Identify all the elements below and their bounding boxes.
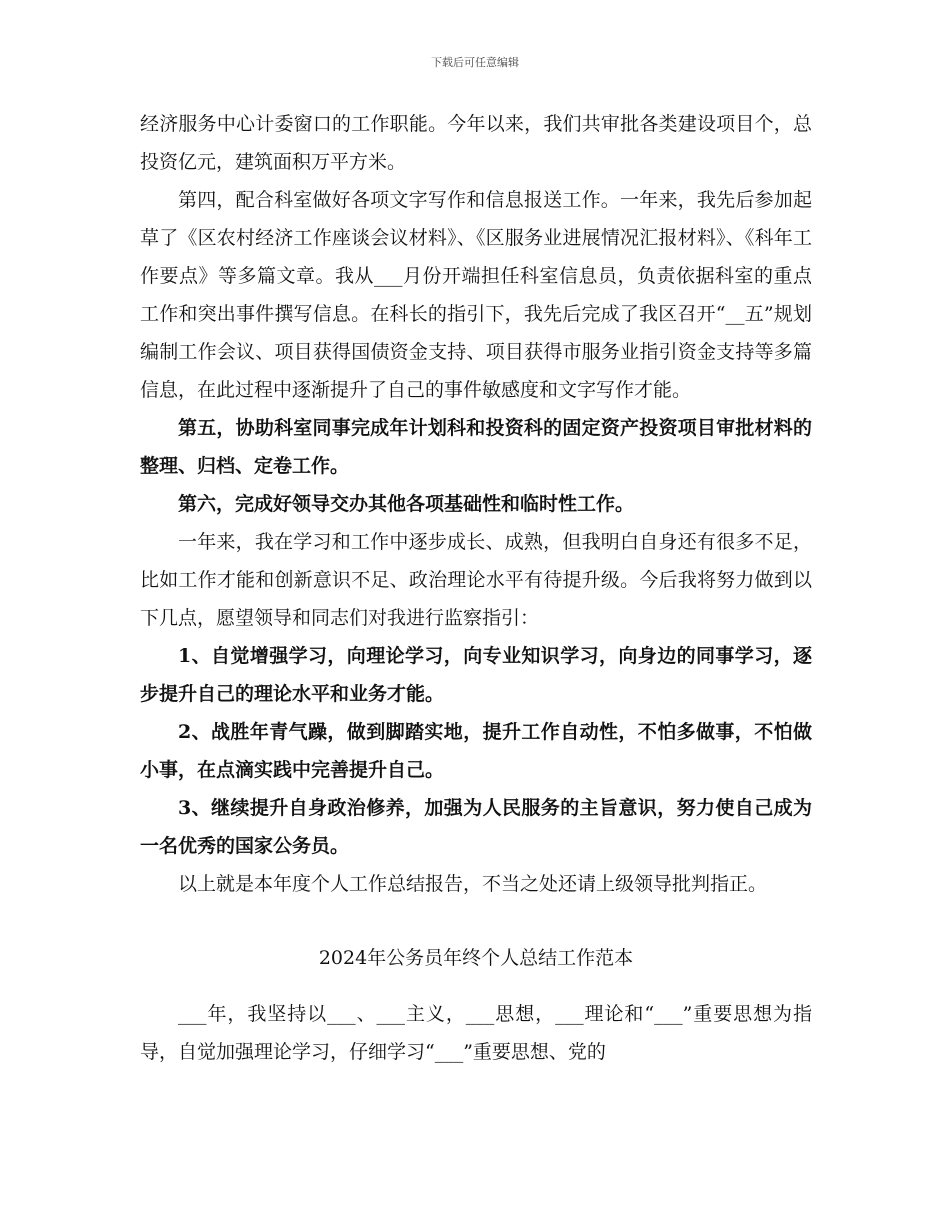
section-paragraph: ___年，我坚持以___、___主义，___思想，___理论和“___”重要思想为指导，自觉加强理论学习，仔细学习“___”重要思想、党的	[140, 1003, 812, 1063]
paragraph-item-four: 第四，配合科室做好各项文字写作和信息报送工作。一年来，我先后参加起草了《区农村经济工作座谈会议材料》、《区服务业进展情况汇报材料》、《科年工作要点》等多篇文章。我从___月份开端担任科室信息员，负责依据科室的重点工作和突出事件撰写信息。在科长的指引下，我先后完成了我区召开“__五”规划编制工作会议、项目获得国债资金支持、项目获得市服务业指引资金支持等多篇信息，在此过程中逐渐提升了自己的事件敏感度和文字写作才能。	[140, 189, 812, 401]
paragraph-goal-three: 3、继续提升自身政治修养，加强为人民服务的主旨意识，努力使自己成为一名优秀的国家公务员。	[140, 797, 812, 857]
page-header: 下载后可任意编辑	[431, 56, 519, 69]
paragraph-closing: 以上就是本年度个人工作总结报告，不当之处还请上级领导批判指正。	[178, 873, 768, 895]
paragraph-reflection: 一年来，我在学习和工作中逐步成长、成熟，但我明白自身还有很多不足，比如工作才能和创新意识不足、政治理论水平有待提升级。今后我将努力做到以下几点，愿望领导和同志们对我进行监察指引：	[140, 531, 812, 629]
document-body	[140, 105, 812, 1071]
paragraph-goal-one: 1、自觉增强学习，向理论学习，向专业知识学习，向身边的同事学习，逐步提升自己的理论水平和业务才能。	[140, 645, 812, 705]
section-title: 2024年公务员年终个人总结工作范本	[318, 947, 634, 969]
paragraph-continuation: 经济服务中心计委窗口的工作职能。今年以来，我们共审批各类建设项目个，总投资亿元，建筑面积万平方米。	[140, 113, 812, 173]
paragraph-item-five: 第五，协助科室同事完成年计划科和投资科的固定资产投资项目审批材料的整理、归档、定卷工作。	[140, 417, 812, 477]
paragraph-item-six: 第六，完成好领导交办其他各项基础性和临时性工作。	[178, 493, 635, 515]
paragraph-goal-two: 2、战胜年青气躁，做到脚踏实地，提升工作自动性，不怕多做事，不怕做小事，在点滴实践中完善提升自己。	[140, 721, 812, 781]
